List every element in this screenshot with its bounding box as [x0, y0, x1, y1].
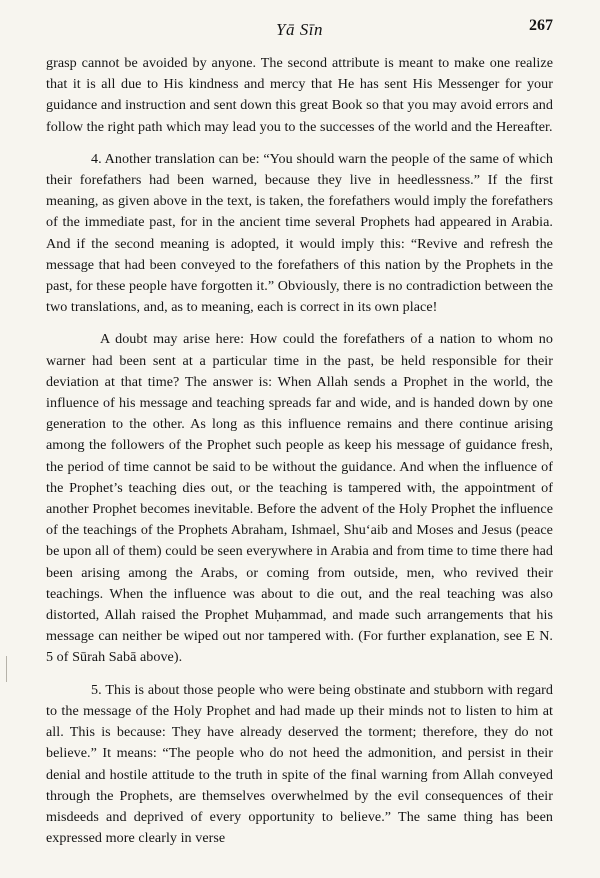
page-number: 267 [529, 17, 553, 34]
paragraph-note-5: 5. This is about those people who were being obstinate and stubborn with regard to the message of the Holy Prophet and had made up their minds not to listen to him at all. This is because: They have already deserved the torment; therefore, they do not believe.” It means: “The people who do not heed the admonition, and persist in their denial and hostile attitude to the truth in spite of the final warning from Allah conveyed through the Prophets, are themselves overwhelmed by the evil consequences of their misdeeds and deprived of every opportunity to believe.” The same thing has been expressed more clearly in verse [46, 681, 553, 847]
paragraph-continuation: grasp cannot be avoided by anyone. The second attribute is meant to make one realize that it is all due to His kindness and mercy that He has sent His Messenger for your guidance and instruction and sent down this great Book so that you may avoid errors and follow the right path which may lead you to the successes of the world and the Hereafter. [46, 55, 553, 135]
commentary-text [46, 53, 553, 849]
paragraph-doubt-answer: A doubt may arise here: How could the forefathers of a nation to whom no warner had been sent at a particular time in the past, be held responsible for their deviation at that time? The answer is: When Allah sends a Prophet in the world, the influence of his message and teaching spreads far and wide, and is handed down by one generation to the other. As long as this influence remains and there continue arising among the followers of the Prophet such people as keep his message of guidance fresh, the period of time cannot be said to be without the guidance. And when the influence of the Prophet’s teaching dies out, or the teaching is tampered with, the appointment of another Prophet becomes inevitable. Before the advent of the Holy Prophet the influence of the teachings of the Prophets Abraham, Ishmael, Shu‘aib and Moses and Jesus (peace be upon all of them) could be seen everywhere in Arabia and from time to time there had been arising among the Arabs, or coming from outside, men, who revived their teachings. When the influence was about to die out, and the real teaching was also distorted, Allah raised the Prophet Muḥammad, and made such arrangements that his message can neither be wiped out nor tampered with. (For further explanation, see E N. 5 of Sūrah Sabā above). [46, 331, 553, 666]
paragraph-note-4: 4. Another translation can be: “You should warn the people of the same of which their forefathers had been warned, because they live in heedlessness.” If the first meaning, as given above in the text, is taken, the forefathers would imply the forefathers of the immediate past, for in the ancient time several Prophets had appeared in Arabia. And if the second meaning is adopted, it would imply this: “Revive and refresh the message that had been conveyed to the forefathers of this nation by the Prophets in the past, for these people have forgotten it.” Obviously, there is no contradiction between the two translations, and, as to meaning, each is correct in its own place! [46, 150, 553, 316]
surah-title: Yā Sīn [276, 20, 323, 39]
scan-edge-mark [6, 656, 7, 682]
page-header [46, 14, 553, 46]
